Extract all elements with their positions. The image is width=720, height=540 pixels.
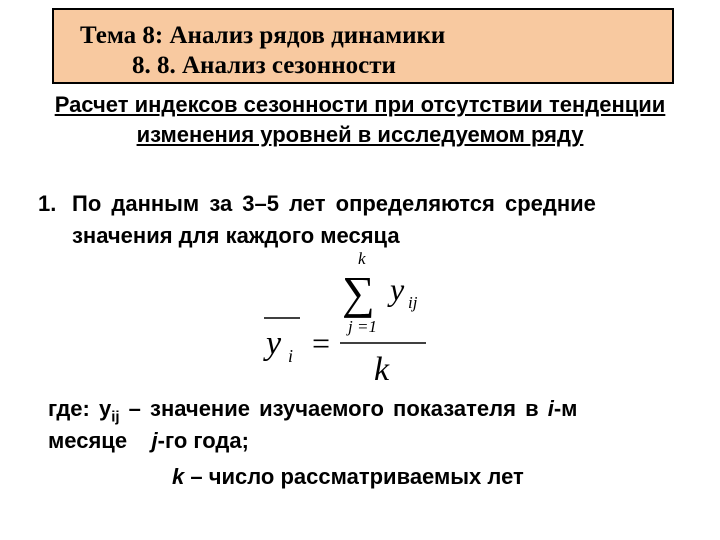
definition-k-text: – число рассматриваемых лет — [184, 464, 524, 489]
title-line-2: 8. 8. Анализ сезонности — [132, 52, 396, 79]
definition-y-subscript: ij — [111, 408, 120, 426]
definition-j-var: j — [151, 428, 158, 453]
definition-month: месяце — [48, 428, 152, 453]
definition-k — [172, 464, 524, 490]
section-heading-line-2: изменения уровней в исследуемом ряду — [136, 122, 584, 147]
sum-upper-limit: k — [358, 249, 366, 268]
title-box — [52, 8, 674, 84]
definition-prefix: где: y — [48, 396, 112, 421]
definition-year: -го года; — [157, 428, 249, 453]
definition-i-var: i — [547, 396, 554, 421]
definition-month-year — [48, 428, 249, 454]
title-line-1: Тема 8: Анализ рядов динамики — [80, 22, 446, 49]
equals-sign: = — [312, 325, 331, 361]
numerator-variable: y — [390, 271, 405, 307]
mean-formula — [250, 248, 450, 388]
list-item-text-line-1: По данным за 3–5 лет определяются средние — [72, 191, 596, 216]
list-item-number: 1. — [38, 191, 57, 216]
definition-yij — [48, 396, 577, 425]
section-heading — [0, 90, 720, 150]
numerator-subscript: ij — [408, 293, 418, 312]
definition-k-var: k — [172, 464, 185, 489]
definition-yij-end: -м — [553, 396, 578, 421]
denominator: k — [374, 351, 390, 388]
sum-symbol: ∑ — [342, 267, 375, 318]
list-item-text-line-2: значения для каждого месяца — [72, 223, 400, 248]
definition-yij-text: – значение изучаемого показателя в — [119, 396, 548, 421]
lhs-variable: y — [266, 325, 282, 362]
lhs-subscript: i — [288, 346, 294, 366]
section-heading-line-1: Расчет индексов сезонности при отсутствии тенденции — [54, 92, 666, 117]
sum-lower-limit: j =1 — [348, 317, 377, 336]
